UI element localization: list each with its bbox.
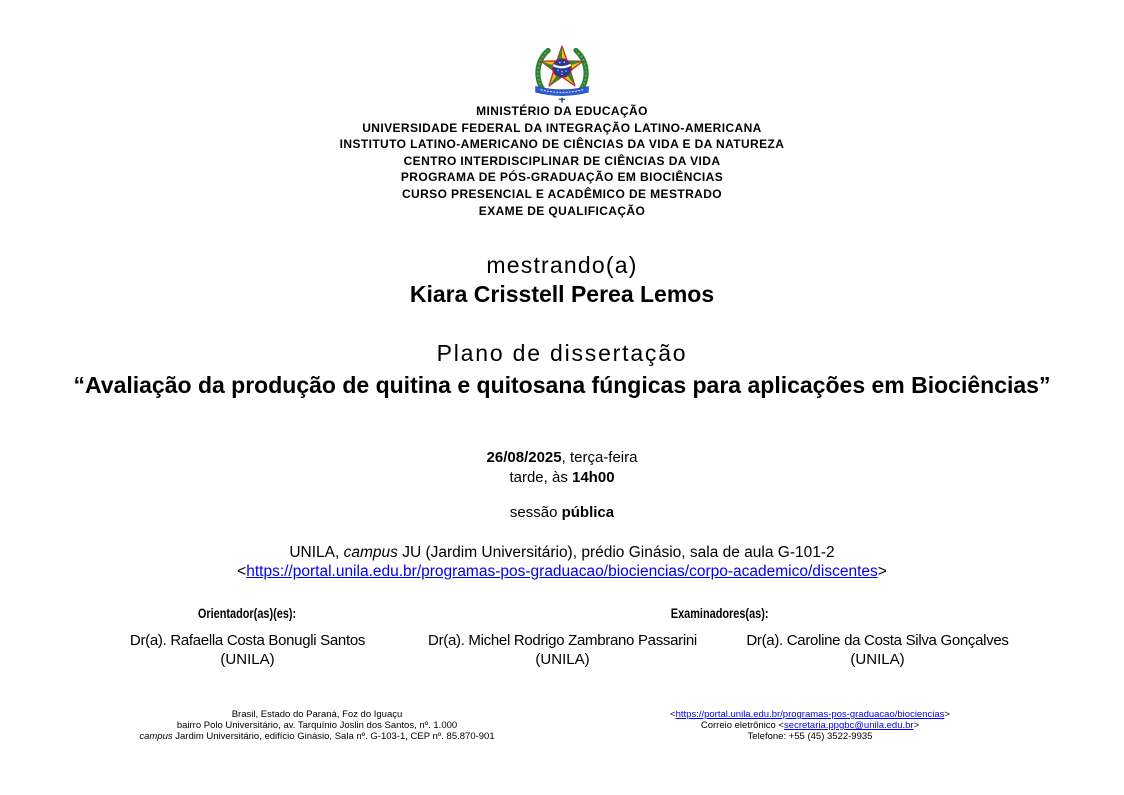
session-kind-line — [0, 504, 1124, 521]
contact-email-line — [630, 720, 990, 731]
session-time-line — [0, 468, 1124, 488]
header-line-exam: EXAME DE QUALIFICAÇÃO — [478, 203, 646, 218]
header-line-course: CURSO PRESENCIAL E ACADÊMICO DE MESTRADO — [401, 186, 723, 201]
venue-suffix: JU (Jardim Universitário), prédio Ginásio, sala de aula G-101-2 — [397, 544, 835, 561]
student-name: Kiara Crisstell Perea Lemos — [409, 281, 715, 307]
student-role-label: mestrando(a) — [486, 252, 638, 278]
venue-campus-word: campus — [343, 544, 398, 561]
angle-open: < — [670, 709, 676, 720]
emblem-container — [0, 38, 1124, 109]
institution-header — [0, 103, 1124, 219]
session-time: 14h00 — [572, 469, 615, 486]
venue-prefix: UNILA, — [289, 544, 344, 561]
session-kind-prefix: sessão — [509, 504, 562, 521]
examiners-header — [405, 605, 1035, 632]
contact-site-line — [630, 709, 990, 720]
venue-block — [0, 543, 1124, 581]
address-line-2: bairro Polo Universitário, av. Tarquínio Joslin dos Santos, nº. 1.000 — [176, 720, 458, 731]
angle-close: > — [913, 720, 920, 731]
address-line-1: Brasil, Estado do Paraná, Foz do Iguaçu — [231, 709, 403, 720]
session-date-line — [0, 448, 1124, 468]
angle-close: > — [877, 563, 887, 580]
header-line-university: UNIVERSIDADE FEDERAL DA INTEGRAÇÃO LATINO-AMERICANA — [362, 120, 762, 135]
session-time-prefix: tarde, às — [509, 469, 572, 486]
address-campus-word: campus — [139, 731, 173, 742]
session-datetime — [0, 448, 1124, 488]
venue-line — [0, 543, 1124, 562]
brazil-coat-of-arms — [525, 38, 599, 104]
address-line-3 — [67, 731, 567, 742]
session-weekday: , terça-feira — [561, 449, 638, 466]
email-label: Correio eletrônico — [700, 720, 779, 731]
angle-close: > — [944, 709, 950, 720]
dissertation-title-text: “Avaliação da produção de quitina e quitosana fúngicas para aplicações em Biociências” — [73, 372, 1051, 398]
advisor-header — [90, 605, 405, 632]
header-line-center: CENTRO INTERDISCIPLINAR DE CIÊNCIAS DA VIDA — [403, 153, 721, 168]
header-line-ministry: MINISTÉRIO DA EDUCAÇÃO — [476, 104, 648, 118]
work-kind-label: Plano de dissertação — [436, 340, 688, 366]
examiner-2-name: Dr(a). Caroline da Costa Silva Gonçalves — [746, 632, 1009, 649]
program-site-link[interactable]: https://portal.unila.edu.br/programas-pos-graduacao/biociencias — [675, 709, 945, 720]
contact-phone-line: Telefone: +55 (45) 3522-9935 — [747, 731, 873, 742]
angle-open: < — [778, 720, 785, 731]
email-link[interactable]: secretaria.ppgbc@unila.edu.br — [784, 720, 914, 731]
examiner-2-affiliation: (UNILA) — [850, 651, 905, 668]
footer-contact — [630, 709, 990, 742]
dissertation-title — [0, 370, 1124, 400]
session-date: 26/08/2025 — [486, 449, 562, 466]
examiners-header-text: Examinadores(as): — [671, 605, 769, 621]
committee-section — [90, 605, 1035, 670]
advisor-affiliation: (UNILA) — [220, 651, 275, 668]
address-line-3-rest: Jardim Universitário, edifício Ginásio, Sala nº. G-103-1, CEP nº. 85.870-901 — [172, 731, 495, 742]
examiner-1-affiliation: (UNILA) — [535, 651, 590, 668]
session-kind-bold: pública — [561, 504, 615, 521]
discentes-link[interactable]: https://portal.unila.edu.br/programas-pos-graduacao/biociencias/corpo-academico/discentes — [246, 563, 878, 580]
sword-hilt — [559, 98, 566, 103]
header-line-program: PROGRAMA DE PÓS-GRADUAÇÃO EM BIOCIÊNCIAS — [400, 170, 724, 185]
examiner-1-name: Dr(a). Michel Rodrigo Zambrano Passarini — [428, 632, 697, 649]
footer-address — [67, 709, 567, 742]
celestial-disc — [552, 59, 571, 78]
advisor-name: Dr(a). Rafaella Costa Bonugli Santos — [129, 632, 366, 649]
venue-link-line — [0, 562, 1124, 581]
angle-open: < — [237, 563, 247, 580]
advisor-header-text: Orientador(as)(es): — [198, 605, 297, 621]
header-line-institute: INSTITUTO LATINO-AMERICANO DE CIÊNCIAS DA VIDA E DA NATUREZA — [339, 137, 785, 152]
